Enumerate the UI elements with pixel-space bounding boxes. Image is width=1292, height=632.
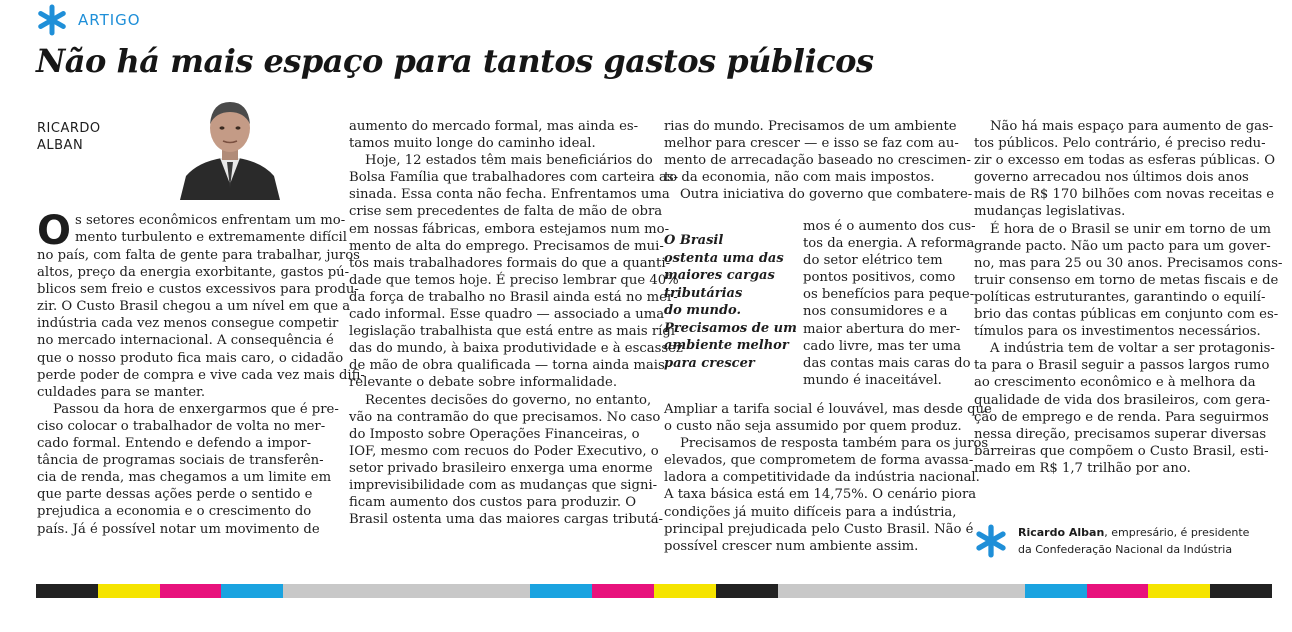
color-swatch (1210, 584, 1272, 598)
text-line: É hora de o Brasil se unir em torno de um (990, 221, 1272, 237)
text-line: mento de alta do emprego. Precisamos de mui- (349, 238, 664, 254)
text-line: setor privado brasileiro enxerga uma enorme (349, 460, 653, 476)
pull-quote-line: ambiente melhor (664, 338, 789, 353)
color-swatch (778, 584, 840, 598)
color-swatch (839, 584, 901, 598)
headline: Não há mais espaço para tantos gastos públicos (36, 42, 874, 80)
text-line: tos públicos. Pelo contrário, é preciso redu- (974, 136, 1266, 152)
color-swatch (1087, 584, 1149, 598)
text-line: cado livre, mas ter uma (803, 338, 961, 354)
text-line: mos é o aumento dos cus- (803, 219, 976, 234)
text-line: que o nosso produto fica mais caro, o cidadão (37, 350, 344, 366)
text-line: tância de programas sociais de transferên- (37, 453, 324, 469)
color-swatch (716, 584, 778, 598)
text-line: mento de arrecadação baseado no crescimen- (664, 153, 971, 169)
text-line: ao crescimento econômico e à melhora da (974, 375, 1256, 391)
color-swatch (530, 584, 592, 598)
author-signature (974, 524, 1249, 558)
color-swatch (221, 584, 283, 598)
text-line: cado formal. Entendo e defendo a impor- (37, 436, 312, 452)
color-swatch (901, 584, 963, 598)
author-photo (178, 96, 282, 200)
color-swatch (98, 584, 160, 598)
author-byline (37, 120, 101, 154)
text-line: dade que temos hoje. É preciso lembrar que 40% (349, 272, 679, 288)
text-line: legislação trabalhista que está entre as mais rígi- (349, 324, 680, 340)
text-line: tamos muito longe do caminho ideal. (349, 136, 596, 152)
text-line: cado informal. Esse quadro — associado a uma (349, 307, 665, 323)
text-line: Brasil ostenta uma das maiores cargas tributá- (349, 512, 664, 528)
text-line: no mercado internacional. A consequência é (37, 333, 334, 349)
signature-role: , empresário, é presidente (1104, 526, 1250, 539)
text-line: Recentes decisões do governo, no entanto, (365, 392, 652, 408)
pull-quote-line: O Brasil (664, 233, 724, 248)
text-line: das contas mais caras do (803, 355, 971, 371)
text-line: que parte dessas ações perde o sentido e (37, 487, 313, 503)
signature-organization: da Confederação Nacional da Indústria (1018, 543, 1233, 556)
text-line: tos mais trabalhadores formais do que a quanti- (349, 255, 671, 271)
asterisk-icon (36, 4, 68, 36)
article-column-4 (974, 118, 1283, 477)
author-last-name: ALBAN (37, 138, 84, 153)
text-line: sinada. Essa conta não fecha. Enfrentamos uma (349, 187, 670, 203)
text-line: altos, preço da energia exorbitante, gastos pú- (37, 265, 350, 281)
text-line: qualidade de vida dos brasileiros, com gera- (974, 392, 1271, 408)
text-line: indústria cada vez menos consegue competir (37, 316, 339, 332)
pull-quote-line: maiores cargas (664, 268, 775, 283)
text-line: Bolsa Família que trabalhadores com carteira as- (349, 170, 679, 186)
asterisk-icon (974, 524, 1008, 558)
pull-quote-line: do mundo. (664, 303, 742, 318)
text-line: tímulos para os investimentos necessários. (974, 324, 1261, 340)
text-line: da força de trabalho no Brasil ainda está no mer- (349, 289, 678, 305)
color-swatch (160, 584, 222, 598)
dropcap: O (37, 208, 72, 254)
text-line: nos consumidores e a (803, 304, 948, 320)
section-header (36, 4, 141, 36)
article-column-1 (37, 208, 365, 538)
color-swatch (1025, 584, 1087, 598)
text-line: mado em R$ 1,7 trilhão por ano. (974, 460, 1191, 476)
pull-quote-line: para crescer (664, 355, 755, 371)
text-line: maior abertura do mer- (803, 321, 961, 337)
print-color-bar (36, 584, 1272, 598)
text-line: cia de renda, mas chegamos a um limite em (37, 470, 332, 486)
text-line: rias do mundo. Precisamos de um ambiente (664, 119, 957, 134)
text-line: tos da energia. A reforma (803, 236, 975, 252)
signature-name: Ricardo Alban (1018, 526, 1105, 539)
text-line: de mão de obra qualificada — torna ainda mais (349, 358, 665, 374)
text-line: mundo é inaceitável. (803, 372, 942, 388)
text-line: zir. O Custo Brasil chegou a um nível em que a (37, 299, 351, 315)
text-line: zir o excesso em todas as esferas públicas. O (974, 153, 1276, 169)
text-line: relevante o debate sobre informalidade. (349, 375, 618, 391)
text-line: blicos sem freio e custos excessivos para produ- (37, 282, 359, 298)
text-line: nessa direção, precisamos superar diversas (974, 426, 1267, 442)
article-column-3-bottom (664, 401, 992, 555)
color-swatch (1148, 584, 1210, 598)
text-line: ciso colocar o trabalhador de volta no mer- (37, 418, 326, 434)
text-line: to da economia, não com mais impostos. (664, 170, 935, 186)
text-line: país. Já é possível notar um movimento de (37, 521, 320, 537)
author-first-name: RICARDO (37, 121, 101, 136)
color-swatch (36, 584, 98, 598)
text-line: A taxa básica está em 14,75%. O cenário piora (664, 487, 977, 503)
text-line: ficam aumento dos custos para produzir. O (349, 495, 637, 511)
color-swatch (283, 584, 345, 598)
text-line: ladora a competitividade da indústria nacional. (664, 470, 980, 486)
pull-quote-line: tributárias (664, 285, 743, 301)
text-line: no país, com falta de gente para trabalhar, juros (37, 248, 360, 263)
text-line: mento turbulento e extremamente difícil (75, 230, 347, 246)
text-line: Hoje, 12 estados têm mais beneficiários do (365, 153, 653, 169)
text-line: crise sem precedentes de falta de mão de obra (349, 204, 663, 220)
pull-quote-line: ostenta uma das (664, 250, 784, 266)
text-line: Não há mais espaço para aumento de gas- (990, 119, 1274, 134)
signature-text (1018, 524, 1249, 558)
article-column-3 (664, 118, 973, 203)
color-swatch (407, 584, 469, 598)
text-line: principal prejudicada pelo Custo Brasil. Não é (664, 521, 974, 537)
text-line: aumento do mercado formal, mas ainda es- (349, 119, 639, 134)
text-line: prejudica a economia e o crescimento do (37, 504, 312, 520)
text-line: truir consenso em torno de metas fiscais e de (974, 272, 1279, 288)
text-line: grande pacto. Não um pacto para um gover- (974, 238, 1271, 254)
color-swatch (345, 584, 407, 598)
text-line: IOF, mesmo com recuos do Poder Executivo, o (349, 443, 659, 459)
text-line: perde poder de compra e vive cada vez mais difi- (37, 367, 365, 383)
text-line: no, mas para 25 ou 30 anos. Precisamos cons- (974, 255, 1283, 271)
color-swatch (654, 584, 716, 598)
article-column-3-narrow (803, 218, 976, 389)
text-line: imprevisibilidade com as mudanças que signi- (349, 477, 658, 493)
text-line: mudanças legislativas. (974, 204, 1126, 220)
pull-quote (664, 232, 797, 372)
text-line: das do mundo, à baixa produtividade e à escassez (349, 341, 683, 357)
text-line: mais de R$ 170 bilhões com novas receitas e (974, 187, 1275, 203)
text-line: ção de emprego e de renda. Para seguirmos (974, 409, 1269, 425)
color-swatch (963, 584, 1025, 598)
text-line: ta para o Brasil seguir a passos largos rumo (974, 358, 1270, 374)
color-swatch (592, 584, 654, 598)
text-line: vão na contramão do que precisamos. No caso (349, 409, 661, 425)
pull-quote-line: Precisamos de um (664, 320, 797, 336)
text-line: políticas estruturantes, garantindo o equilí- (974, 289, 1266, 305)
text-line: elevados, que comprometem de forma avassa- (664, 453, 974, 469)
text-line: s setores econômicos enfrentam um mo- (75, 213, 346, 228)
text-line: A indústria tem de voltar a ser protagonis- (990, 341, 1275, 357)
text-line: barreiras que compõem o Custo Brasil, esti- (974, 443, 1269, 459)
text-line: o custo não seja assumido por quem produz. (664, 419, 962, 435)
text-line: culdades para se manter. (37, 384, 206, 400)
text-line: possível crescer num ambiente assim. (664, 538, 919, 554)
text-line: do Imposto sobre Operações Financeiras, o (349, 426, 640, 442)
text-line: Precisamos de resposta também para os juros (680, 436, 989, 452)
color-swatch (469, 584, 531, 598)
text-line: Outra iniciativa do governo que combatere- (680, 187, 973, 203)
text-line: brio das contas públicas em conjunto com es- (974, 307, 1279, 323)
article-column-2 (349, 118, 683, 528)
text-line: pontos positivos, como (803, 270, 956, 286)
section-label: ARTIGO (78, 11, 141, 29)
text-line: os benefícios para peque- (803, 287, 975, 303)
text-line: em nossas fábricas, embora estejamos num mo- (349, 221, 670, 237)
text-line: condições já muito difíceis para a indústria, (664, 504, 957, 520)
text-line: Ampliar a tarifa social é louvável, mas desde que (664, 402, 992, 417)
text-line: governo arrecadou nos últimos dois anos (974, 170, 1249, 186)
text-line: melhor para crescer — e isso se faz com au- (664, 136, 959, 152)
text-line: do setor elétrico tem (803, 253, 943, 269)
text-line: Passou da hora de enxergarmos que é pre- (53, 401, 339, 417)
